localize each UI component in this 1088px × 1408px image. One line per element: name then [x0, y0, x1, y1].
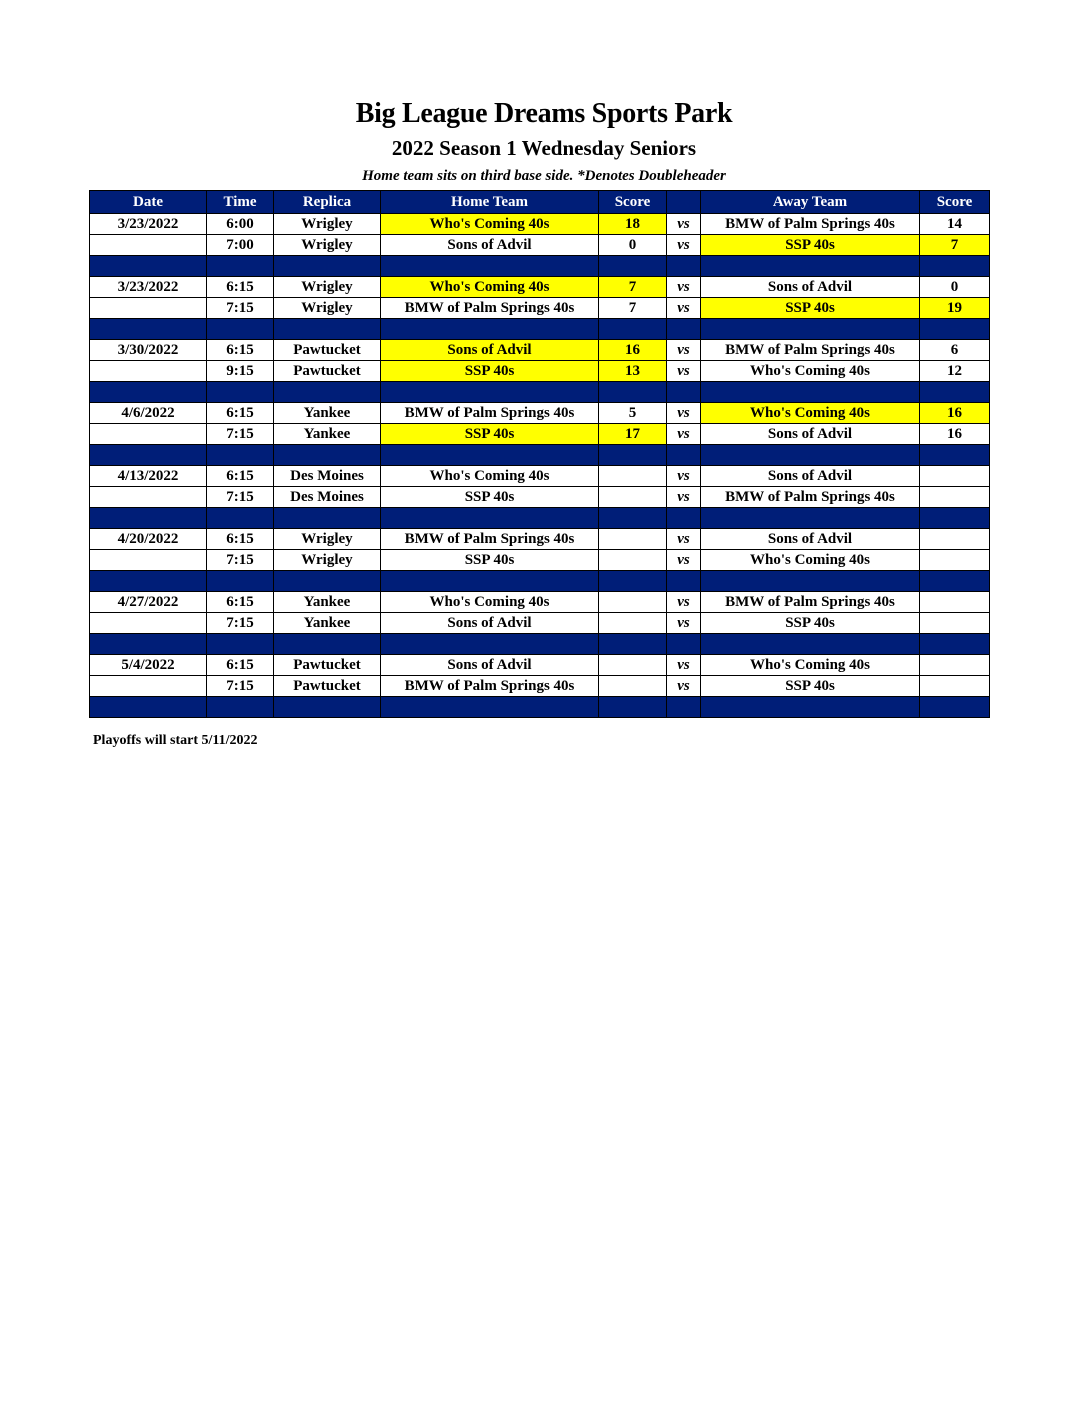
- vs-label: vs: [667, 424, 701, 445]
- playoffs-note: Playoffs will start 5/11/2022: [93, 733, 258, 748]
- game-replica: Pawtucket: [274, 655, 381, 676]
- col-vs: [667, 191, 701, 214]
- game-replica: Pawtucket: [274, 361, 381, 382]
- separator-cell: [599, 382, 667, 403]
- separator-cell: [701, 571, 920, 592]
- game-time: 6:15: [207, 403, 274, 424]
- separator-cell: [274, 319, 381, 340]
- game-time: 6:15: [207, 277, 274, 298]
- page-subtitle: 2022 Season 1 Wednesday Seniors: [391, 136, 697, 160]
- separator-cell: [381, 445, 599, 466]
- game-time: 6:15: [207, 592, 274, 613]
- game-replica: Wrigley: [274, 550, 381, 571]
- separator-cell: [274, 697, 381, 718]
- game-time: 6:15: [207, 655, 274, 676]
- separator-cell: [90, 634, 207, 655]
- away-team: Who's Coming 40s: [701, 655, 920, 676]
- separator-cell: [274, 256, 381, 277]
- game-date: [90, 487, 207, 508]
- separator-cell: [599, 319, 667, 340]
- separator-cell: [381, 256, 599, 277]
- game-replica: Wrigley: [274, 277, 381, 298]
- vs-label: vs: [667, 235, 701, 256]
- separator-cell: [920, 319, 990, 340]
- home-score: 5: [599, 403, 667, 424]
- separator-cell: [920, 571, 990, 592]
- home-score: [599, 550, 667, 571]
- away-score: [920, 529, 990, 550]
- game-date: 4/13/2022: [90, 466, 207, 487]
- table-row: [90, 592, 990, 613]
- separator-cell: [599, 508, 667, 529]
- separator-cell: [701, 319, 920, 340]
- game-replica: Yankee: [274, 424, 381, 445]
- separator-cell: [274, 571, 381, 592]
- separator-cell: [667, 382, 701, 403]
- away-team: BMW of Palm Springs 40s: [701, 214, 920, 235]
- home-team: BMW of Palm Springs 40s: [381, 298, 599, 319]
- vs-label: vs: [667, 487, 701, 508]
- separator-cell: [381, 382, 599, 403]
- away-team: Sons of Advil: [701, 277, 920, 298]
- home-team: BMW of Palm Springs 40s: [381, 403, 599, 424]
- col-date: Date: [90, 191, 207, 214]
- home-team: SSP 40s: [381, 361, 599, 382]
- home-team: Sons of Advil: [381, 655, 599, 676]
- game-time: 6:15: [207, 529, 274, 550]
- separator-cell: [920, 697, 990, 718]
- away-score: 7: [920, 235, 990, 256]
- home-score: 13: [599, 361, 667, 382]
- col-away-score: Score: [920, 191, 990, 214]
- away-score: [920, 592, 990, 613]
- table-row: [90, 613, 990, 634]
- game-replica: Des Moines: [274, 466, 381, 487]
- separator-cell: [274, 445, 381, 466]
- separator-cell: [381, 634, 599, 655]
- game-replica: Des Moines: [274, 487, 381, 508]
- home-score: [599, 529, 667, 550]
- away-team: Who's Coming 40s: [701, 361, 920, 382]
- separator-cell: [274, 634, 381, 655]
- game-date: [90, 235, 207, 256]
- home-score: [599, 655, 667, 676]
- home-score: 18: [599, 214, 667, 235]
- separator-cell: [599, 571, 667, 592]
- separator-cell: [920, 508, 990, 529]
- game-time: 6:15: [207, 340, 274, 361]
- away-score: 6: [920, 340, 990, 361]
- table-row: [90, 550, 990, 571]
- game-replica: Wrigley: [274, 214, 381, 235]
- separator-cell: [90, 256, 207, 277]
- vs-label: vs: [667, 613, 701, 634]
- home-team: Who's Coming 40s: [381, 592, 599, 613]
- game-date: 4/27/2022: [90, 592, 207, 613]
- separator-cell: [701, 445, 920, 466]
- table-row: [90, 676, 990, 697]
- game-date: [90, 550, 207, 571]
- home-team: SSP 40s: [381, 487, 599, 508]
- separator-cell: [701, 634, 920, 655]
- away-score: [920, 655, 990, 676]
- col-time: Time: [207, 191, 274, 214]
- table-row: [90, 235, 990, 256]
- col-replica: Replica: [274, 191, 381, 214]
- table-row: [90, 466, 990, 487]
- separator-cell: [667, 319, 701, 340]
- separator-cell: [667, 445, 701, 466]
- vs-label: vs: [667, 214, 701, 235]
- week-separator: [90, 508, 990, 529]
- separator-cell: [90, 697, 207, 718]
- home-score: [599, 613, 667, 634]
- home-team: SSP 40s: [381, 424, 599, 445]
- separator-cell: [90, 382, 207, 403]
- week-separator: [90, 634, 990, 655]
- away-score: [920, 487, 990, 508]
- game-replica: Pawtucket: [274, 676, 381, 697]
- col-away-team: Away Team: [701, 191, 920, 214]
- away-team: BMW of Palm Springs 40s: [701, 340, 920, 361]
- table-row: [90, 403, 990, 424]
- vs-label: vs: [667, 403, 701, 424]
- home-team: Sons of Advil: [381, 613, 599, 634]
- week-separator: [90, 319, 990, 340]
- separator-cell: [599, 697, 667, 718]
- separator-cell: [701, 382, 920, 403]
- away-score: 12: [920, 361, 990, 382]
- separator-cell: [381, 571, 599, 592]
- table-row: [90, 655, 990, 676]
- separator-cell: [381, 697, 599, 718]
- separator-cell: [207, 382, 274, 403]
- home-team: Who's Coming 40s: [381, 277, 599, 298]
- game-date: [90, 298, 207, 319]
- vs-label: vs: [667, 466, 701, 487]
- game-replica: Yankee: [274, 613, 381, 634]
- away-team: SSP 40s: [701, 235, 920, 256]
- table-row: [90, 277, 990, 298]
- vs-label: vs: [667, 550, 701, 571]
- separator-cell: [90, 508, 207, 529]
- home-team: Who's Coming 40s: [381, 214, 599, 235]
- home-score: 0: [599, 235, 667, 256]
- separator-cell: [599, 634, 667, 655]
- game-time: 7:15: [207, 676, 274, 697]
- separator-cell: [667, 634, 701, 655]
- separator-cell: [920, 445, 990, 466]
- game-time: 7:00: [207, 235, 274, 256]
- home-score: [599, 487, 667, 508]
- away-team: BMW of Palm Springs 40s: [701, 487, 920, 508]
- home-team: Sons of Advil: [381, 340, 599, 361]
- week-separator: [90, 382, 990, 403]
- week-separator: [90, 697, 990, 718]
- col-home-score: Score: [599, 191, 667, 214]
- home-score: [599, 592, 667, 613]
- away-team: Sons of Advil: [701, 424, 920, 445]
- separator-cell: [381, 319, 599, 340]
- vs-label: vs: [667, 340, 701, 361]
- separator-cell: [90, 445, 207, 466]
- vs-label: vs: [667, 298, 701, 319]
- away-score: 0: [920, 277, 990, 298]
- game-time: 7:15: [207, 550, 274, 571]
- separator-cell: [667, 697, 701, 718]
- separator-cell: [207, 319, 274, 340]
- away-score: 14: [920, 214, 990, 235]
- table-row: [90, 340, 990, 361]
- game-time: 7:15: [207, 298, 274, 319]
- week-separator: [90, 571, 990, 592]
- game-time: 9:15: [207, 361, 274, 382]
- separator-cell: [207, 697, 274, 718]
- home-score: [599, 676, 667, 697]
- away-team: Who's Coming 40s: [701, 550, 920, 571]
- separator-cell: [920, 256, 990, 277]
- page-title: Big League Dreams Sports Park: [355, 98, 733, 129]
- vs-label: vs: [667, 655, 701, 676]
- game-replica: Yankee: [274, 592, 381, 613]
- separator-cell: [207, 634, 274, 655]
- vs-label: vs: [667, 361, 701, 382]
- game-date: [90, 676, 207, 697]
- separator-cell: [381, 508, 599, 529]
- away-score: [920, 613, 990, 634]
- game-date: 4/20/2022: [90, 529, 207, 550]
- separator-cell: [599, 256, 667, 277]
- game-replica: Wrigley: [274, 298, 381, 319]
- away-team: BMW of Palm Springs 40s: [701, 592, 920, 613]
- separator-cell: [90, 571, 207, 592]
- separator-cell: [274, 508, 381, 529]
- game-date: [90, 424, 207, 445]
- separator-cell: [207, 445, 274, 466]
- home-team: Who's Coming 40s: [381, 466, 599, 487]
- separator-cell: [667, 508, 701, 529]
- game-date: 3/23/2022: [90, 277, 207, 298]
- home-score: 17: [599, 424, 667, 445]
- game-replica: Pawtucket: [274, 340, 381, 361]
- game-date: [90, 613, 207, 634]
- home-team: BMW of Palm Springs 40s: [381, 676, 599, 697]
- separator-cell: [90, 319, 207, 340]
- schedule-body: [90, 214, 990, 718]
- separator-cell: [701, 256, 920, 277]
- vs-label: vs: [667, 529, 701, 550]
- vs-label: vs: [667, 676, 701, 697]
- game-time: 6:15: [207, 466, 274, 487]
- separator-cell: [667, 571, 701, 592]
- week-separator: [90, 445, 990, 466]
- home-score: 16: [599, 340, 667, 361]
- away-team: Sons of Advil: [701, 466, 920, 487]
- away-team: SSP 40s: [701, 676, 920, 697]
- separator-cell: [207, 508, 274, 529]
- table-row: [90, 487, 990, 508]
- away-score: 16: [920, 403, 990, 424]
- col-home-team: Home Team: [381, 191, 599, 214]
- home-team: BMW of Palm Springs 40s: [381, 529, 599, 550]
- separator-cell: [701, 697, 920, 718]
- separator-cell: [920, 382, 990, 403]
- away-score: 16: [920, 424, 990, 445]
- table-row: [90, 424, 990, 445]
- table-row: [90, 214, 990, 235]
- away-team: SSP 40s: [701, 613, 920, 634]
- header-row: [90, 191, 990, 214]
- vs-label: vs: [667, 592, 701, 613]
- doubleheader-note: Home team sits on third base side. *Denotes Doubleheader: [362, 168, 726, 184]
- away-team: Sons of Advil: [701, 529, 920, 550]
- separator-cell: [667, 256, 701, 277]
- separator-cell: [207, 571, 274, 592]
- game-date: 3/30/2022: [90, 340, 207, 361]
- table-row: [90, 361, 990, 382]
- home-team: SSP 40s: [381, 550, 599, 571]
- away-score: 19: [920, 298, 990, 319]
- game-time: 6:00: [207, 214, 274, 235]
- game-date: 3/23/2022: [90, 214, 207, 235]
- game-date: [90, 361, 207, 382]
- separator-cell: [207, 256, 274, 277]
- game-replica: Yankee: [274, 403, 381, 424]
- game-replica: Wrigley: [274, 529, 381, 550]
- table-row: [90, 529, 990, 550]
- game-replica: Wrigley: [274, 235, 381, 256]
- away-team: Who's Coming 40s: [701, 403, 920, 424]
- game-time: 7:15: [207, 424, 274, 445]
- away-score: [920, 550, 990, 571]
- separator-cell: [701, 508, 920, 529]
- game-time: 7:15: [207, 487, 274, 508]
- vs-label: vs: [667, 277, 701, 298]
- game-time: 7:15: [207, 613, 274, 634]
- away-score: [920, 466, 990, 487]
- away-team: SSP 40s: [701, 298, 920, 319]
- away-score: [920, 676, 990, 697]
- table-row: [90, 298, 990, 319]
- game-date: 4/6/2022: [90, 403, 207, 424]
- schedule-table: [89, 190, 990, 718]
- home-score: 7: [599, 298, 667, 319]
- home-team: Sons of Advil: [381, 235, 599, 256]
- game-date: 5/4/2022: [90, 655, 207, 676]
- separator-cell: [274, 382, 381, 403]
- week-separator: [90, 256, 990, 277]
- separator-cell: [920, 634, 990, 655]
- home-score: 7: [599, 277, 667, 298]
- separator-cell: [599, 445, 667, 466]
- home-score: [599, 466, 667, 487]
